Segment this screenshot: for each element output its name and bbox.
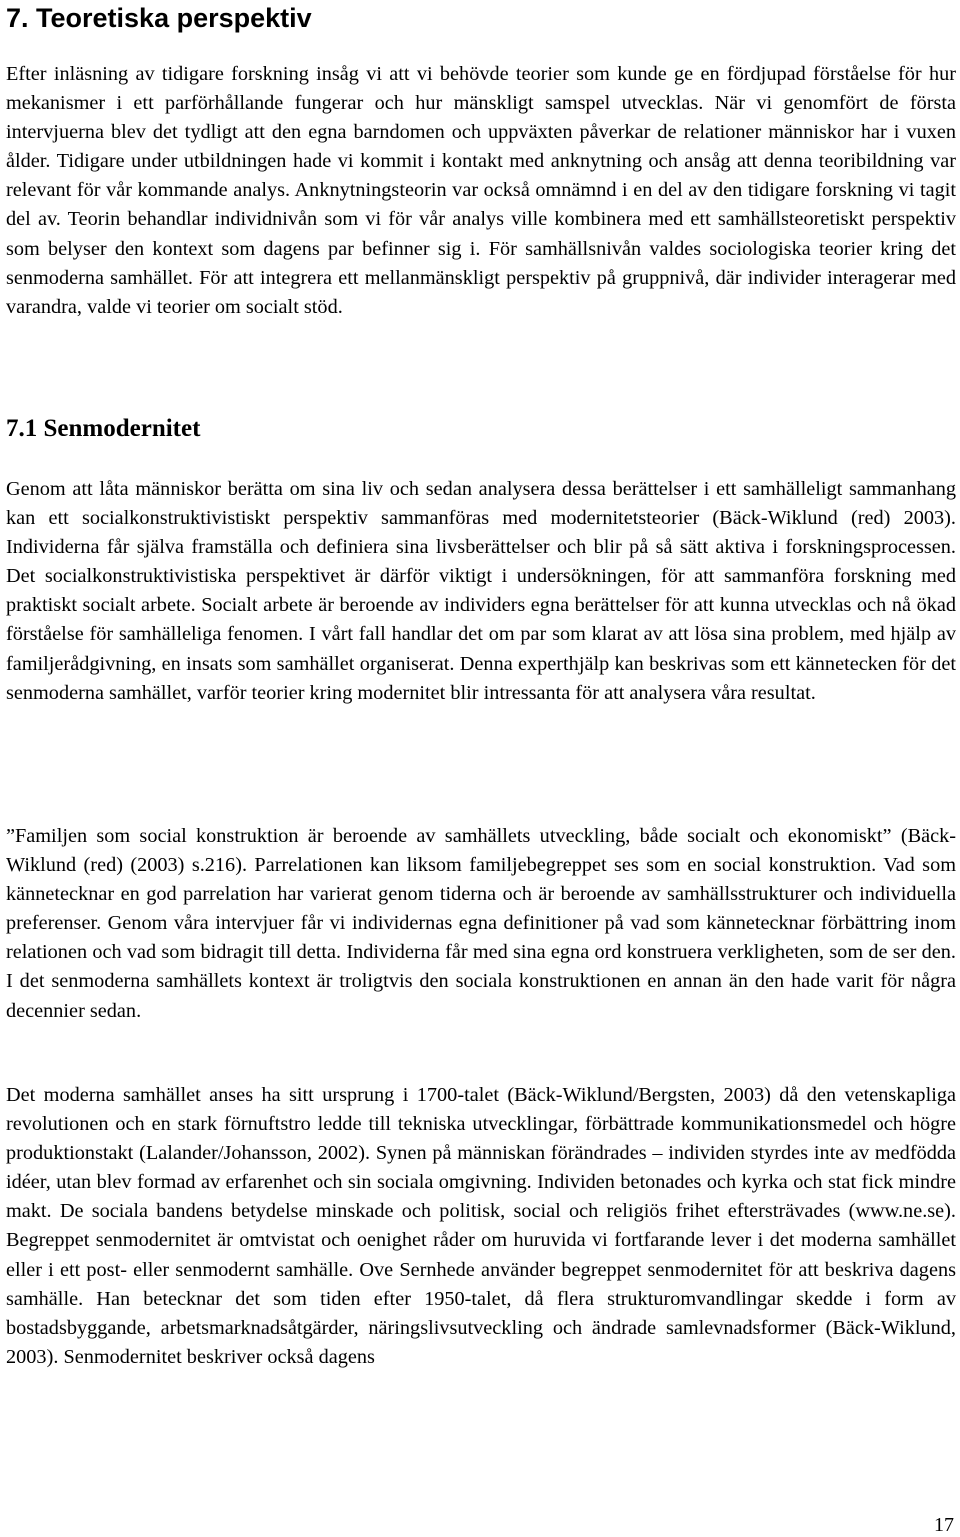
section-paragraph-3: Det moderna samhället anses ha sitt ursprung i 1700-talet (Bäck-Wiklund/Bergsten, 2003) då den vetenskapliga revolutionen och en stark förnuftstro ledde till tekniska utvecklingar, förbättrade kommunikationsmedel och högre produktionstakt (Lalander/Johansson, 2002). Synen på människan förändrades – individen styrdes inte av medfödda idéer, utan blev formad av erfarenhet och sin sociala omgivning. Individen betonades och kyrka och stat fick mindre makt. De sociala bandens betydelse minskade och politisk, social och religiös frihet eftersträvades (www.ne.se). Begreppet senmodernitet är omtvistat och oenighet råder om huruvida vi fortfarande lever i det moderna samhället eller i ett post- eller senmodernt samhälle. Ove Sernhede använder begreppet senmodernitet för att beskriva dagens samhälle. Han betecknar det som tiden efter 1950-talet, då flera strukturomvandlingar skedde i form av bostadsbyggande, arbetsmarknadsåtgärder, näringslivsutveckling och ändrade samlevnadsformer (Bäck-Wiklund, 2003). Senmodernitet beskriver också dagens (6, 1084, 956, 1368)
intro-paragraph: Efter inläsning av tidigare forskning insåg vi att vi behövde teorier som kunde ge en fördjupad förståelse för hur mekanismer i ett parförhållande fungerar och hur mänskligt samspel utvecklas. När vi genomfört de första intervjuerna blev det tydligt att den egna barndomen och uppväxten påverkar de relationer människor har i vuxen ålder. Tidigare under utbildningen hade vi kommit i kontakt med anknytning och ansåg att denna teoribildning var relevant för vår kommande analys. Anknytningsteorin var också omnämnd i en del av den tidigare forskning vi tagit del av. Teorin behandlar individnivån som vi för vår analys ville kombinera med ett samhällsteoretiskt perspektiv som belyser den kontext som dagens par befinner sig i. För samhällsnivån valdes sociologiska teorier kring det senmoderna samhället. För att integrera ett mellanmänskligt perspektiv på gruppnivå, där individer interagerar med varandra, valde vi teorier om socialt stöd. (6, 63, 956, 318)
chapter-title: 7. Teoretiska perspektiv (6, 3, 312, 33)
section-paragraph-2-quote: ”Familjen som social konstruktion är beroende av samhällets utveckling, både socialt och ekonomiskt” (Bäck-Wiklund (red) (2003) s.216). Parrelationen kan liksom familjebegreppet ses som en social konstruktion. Vad som kännetecknar en god parrelation har varierat genom tiderna och är beroende av samhällsstrukturer och individuella preferenser. Genom våra intervjuer får vi individernas egna definitioner på vad som kännetecknar förbättring inom relationen och vad som bidragit till detta. Individerna får med sina egna ord konstruera verkligheten, som de ser den. I det senmoderna samhällets kontext är troligtvis den sociala konstruktionen en annan än den hade varit för några decennier sedan. (6, 825, 956, 1022)
section-title: 7.1 Senmodernitet (6, 415, 201, 442)
page-number: 17 (934, 1514, 954, 1536)
section-paragraph-1: Genom att låta människor berätta om sina liv och sedan analysera dessa berättelser i ett samhälleligt sammanhang kan ett socialkonstruktivistiskt perspektiv sammanföras med modernitetsteorier (Bäck-Wiklund (red) 2003). Individerna får själva framställa och definiera sina livsberättelser och blir på så sätt aktiva i forskningsprocessen. Det socialkonstruktivistiska perspektivet är därför viktigt i undersökningen, för att sammanföra forskning med praktiskt socialt arbete. Socialt arbete är beroende av individers egna berättelser för att kunna utvecklas och nå ökad förståelse för samhälleliga fenomen. I vårt fall handlar det om par som klarat av att lösa sina problem, med hjälp av familjerådgivning, en insats som samhället organiserat. Denna experthjälp kan beskrivas som ett kännetecken för det senmoderna samhället, varför teorier kring modernitet blir intressanta för att analysera våra resultat. (6, 478, 956, 704)
